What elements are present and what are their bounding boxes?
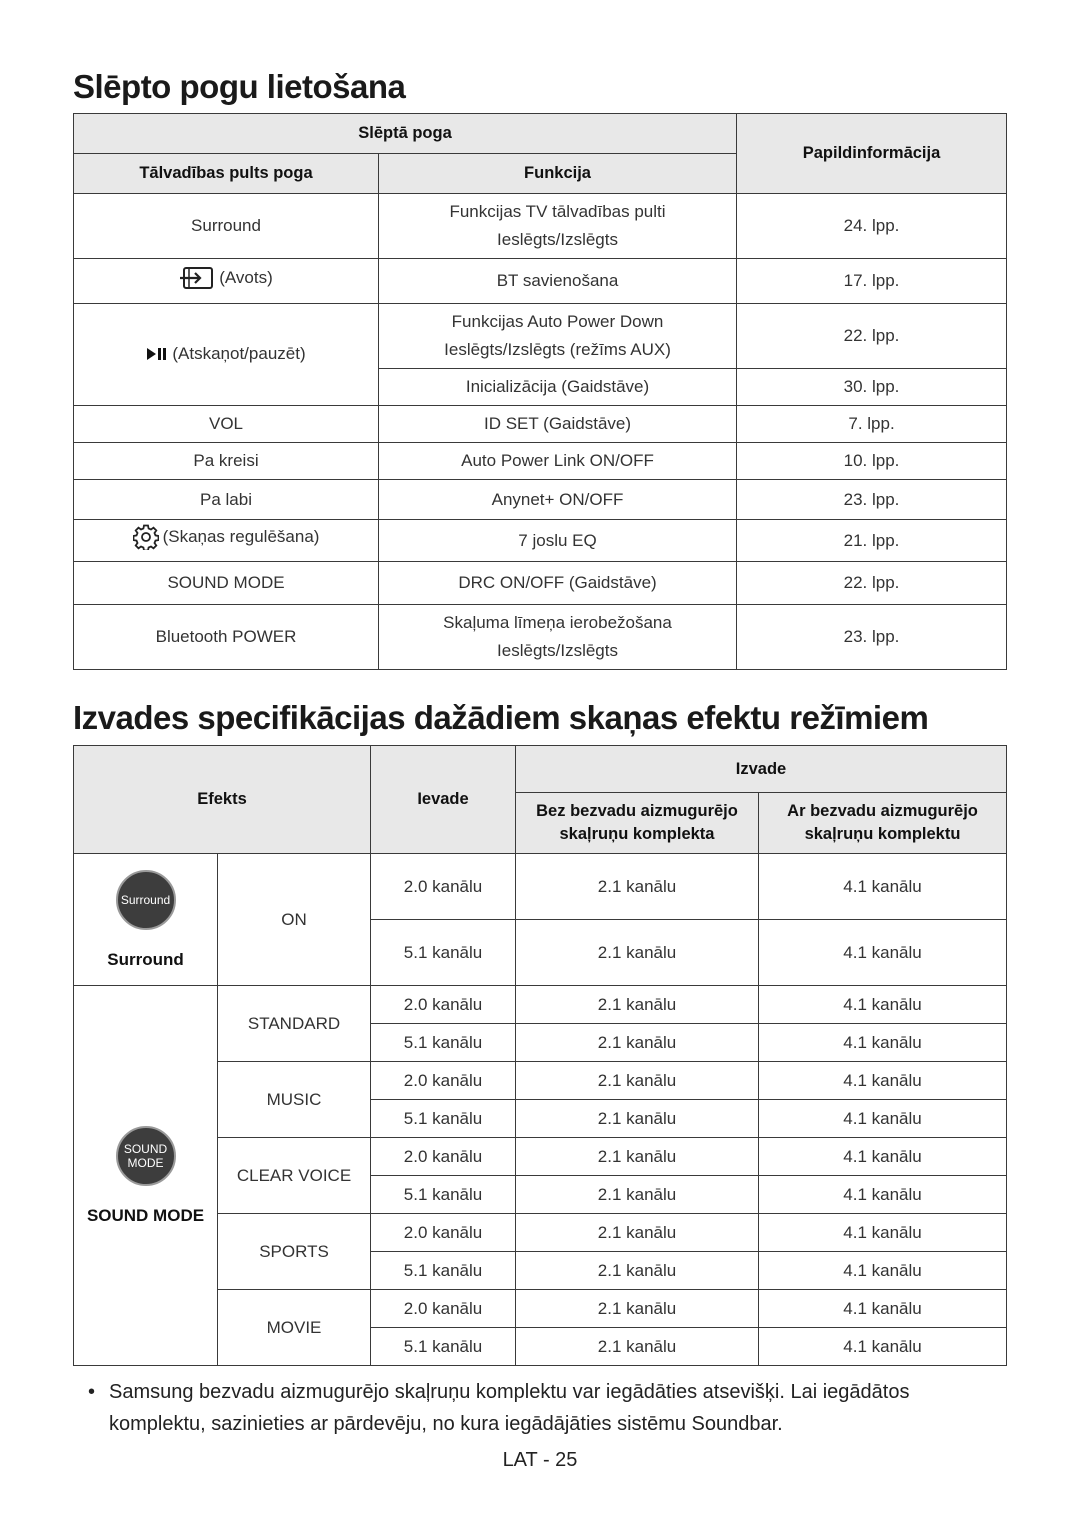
info-cell: 30. lpp. [737,369,1007,406]
button-label: (Atskaņot/pauzēt) [172,343,306,363]
header-with-kit [759,793,1007,854]
output-with-cell: 4.1 kanālu [759,854,1007,920]
output-with-cell: 4.1 kanālu [759,1100,1007,1138]
button-cell: Surround [74,194,379,259]
header-input: Ievade [371,746,516,854]
function-cell: ID SET (Gaidstāve) [379,406,737,443]
button-cell: Pa kreisi [74,443,379,480]
table-row [74,520,1007,562]
function-line: Funkcijas Auto Power Down [451,312,664,331]
badge-label: SOUND [123,1141,168,1156]
table-row [74,562,1007,605]
source-icon [179,266,215,290]
output-without-cell: 2.1 kanālu [516,1252,759,1290]
table-row [74,194,1007,259]
function-cell: 7 joslu EQ [379,520,737,562]
function-line: Ieslēgts/Izslēgts (režīms AUX) [444,340,671,359]
button-label: (Skaņas regulēšana) [162,526,320,546]
output-without-cell: 2.1 kanālu [516,1100,759,1138]
input-cell: 5.1 kanālu [371,1024,516,1062]
info-cell: 22. lpp. [737,562,1007,605]
header-line: Ar bezvadu aizmugurējo [787,802,978,820]
output-without-cell: 2.1 kanālu [516,1176,759,1214]
output-without-cell: 2.1 kanālu [516,1062,759,1100]
play-pause-icon [146,347,168,361]
table-row [74,605,1007,670]
input-cell: 2.0 kanālu [371,1138,516,1176]
function-line: Skaļuma līmeņa ierobežošana [443,613,672,632]
header-effect: Efekts [74,746,371,854]
output-without-cell: 2.1 kanālu [516,920,759,986]
header-remote-button: Tālvadības pults poga [74,154,379,194]
output-with-cell: 4.1 kanālu [759,1062,1007,1100]
hidden-buttons-table [73,113,1007,670]
header-without-kit [516,793,759,854]
function-line: Ieslēgts/Izslēgts [497,641,618,660]
mode-cell: CLEAR VOICE [218,1138,371,1214]
function-cell: Anynet+ ON/OFF [379,480,737,520]
info-cell: 24. lpp. [737,194,1007,259]
button-cell [74,520,379,562]
mode-cell: MOVIE [218,1290,371,1366]
function-cell [379,194,737,259]
section-title-hidden-buttons: Slēpto pogu lietošana [73,68,406,105]
header-line: skaļruņu komplekta [559,825,715,843]
function-line: Ieslēgts/Izslēgts [497,230,618,249]
function-line: Funkcijas TV tālvadības pulti [449,202,666,221]
header-line: Bez bezvadu aizmugurējo [536,802,738,820]
header-function: Funkcija [379,154,737,194]
button-cell: Bluetooth POWER [74,605,379,670]
badge-label: MODE [127,1155,164,1170]
badge-label: Surround [120,892,171,907]
info-cell: 10. lpp. [737,443,1007,480]
function-cell: Inicializācija (Gaidstāve) [379,369,737,406]
info-cell: 7. lpp. [737,406,1007,443]
button-cell: Pa labi [74,480,379,520]
output-with-cell: 4.1 kanālu [759,1176,1007,1214]
header-line: skaļruņu komplektu [804,825,961,843]
table-row [74,480,1007,520]
input-cell: 5.1 kanālu [371,1176,516,1214]
mode-cell: ON [218,854,371,986]
function-cell [379,605,737,670]
table-row [74,259,1007,304]
effect-name: Surround [107,949,184,969]
section-title-output-specs: Izvades specifikācijas dažādiem skaņas efektu režīmiem [73,699,929,736]
header-additional-info: Papildinformācija [737,114,1007,194]
footnote [88,1376,968,1440]
mode-cell: SPORTS [218,1214,371,1290]
info-cell: 17. lpp. [737,259,1007,304]
input-cell: 5.1 kanālu [371,1100,516,1138]
function-cell: Auto Power Link ON/OFF [379,443,737,480]
info-cell: 22. lpp. [737,304,1007,369]
button-label: (Avots) [219,267,273,287]
output-with-cell: 4.1 kanālu [759,1024,1007,1062]
output-without-cell: 2.1 kanālu [516,986,759,1024]
output-with-cell: 4.1 kanālu [759,1328,1007,1366]
table-row [74,986,1007,1024]
gear-icon [133,524,159,550]
output-with-cell: 4.1 kanālu [759,920,1007,986]
mode-cell: MUSIC [218,1062,371,1138]
button-cell [74,304,379,406]
header-output: Izvade [516,746,1007,793]
page-number: LAT - 25 [502,1449,578,1471]
input-cell: 5.1 kanālu [371,920,516,986]
output-specs-table [73,745,1007,1366]
sound-mode-button-icon [116,1126,176,1186]
output-with-cell: 4.1 kanālu [759,1252,1007,1290]
output-with-cell: 4.1 kanālu [759,1290,1007,1328]
input-cell: 5.1 kanālu [371,1252,516,1290]
surround-effect-cell [74,854,218,986]
table-row [74,443,1007,480]
input-cell: 5.1 kanālu [371,1328,516,1366]
info-cell: 23. lpp. [737,480,1007,520]
output-without-cell: 2.1 kanālu [516,1328,759,1366]
info-cell: 23. lpp. [737,605,1007,670]
sound-mode-effect-cell [74,986,218,1366]
bullet-icon: • [88,1381,96,1403]
table-row [74,854,1007,920]
function-cell [379,304,737,369]
output-with-cell: 4.1 kanālu [759,1138,1007,1176]
mode-cell: STANDARD [218,986,371,1062]
output-without-cell: 2.1 kanālu [516,1214,759,1252]
input-cell: 2.0 kanālu [371,1062,516,1100]
button-cell: SOUND MODE [74,562,379,605]
surround-button-icon [116,870,176,930]
function-cell: DRC ON/OFF (Gaidstāve) [379,562,737,605]
output-with-cell: 4.1 kanālu [759,1214,1007,1252]
output-without-cell: 2.1 kanālu [516,1138,759,1176]
header-hidden-button: Slēptā poga [74,114,737,154]
output-without-cell: 2.1 kanālu [516,854,759,920]
table-row [74,406,1007,443]
footnote-text: Samsung bezvadu aizmugurējo skaļruņu komplektu var iegādāties atsevišķi. Lai iegādātos komplektu, sazinieties ar pārdevēju, no kura iegādājāties sistēmu Soundbar. [109,1381,910,1435]
input-cell: 2.0 kanālu [371,986,516,1024]
output-with-cell: 4.1 kanālu [759,986,1007,1024]
button-cell: VOL [74,406,379,443]
function-cell: BT savienošana [379,259,737,304]
button-cell [74,259,379,304]
output-without-cell: 2.1 kanālu [516,1024,759,1062]
table-row [74,304,1007,369]
effect-name: SOUND MODE [86,1205,205,1225]
input-cell: 2.0 kanālu [371,854,516,920]
input-cell: 2.0 kanālu [371,1290,516,1328]
input-cell: 2.0 kanālu [371,1214,516,1252]
output-without-cell: 2.1 kanālu [516,1290,759,1328]
info-cell: 21. lpp. [737,520,1007,562]
